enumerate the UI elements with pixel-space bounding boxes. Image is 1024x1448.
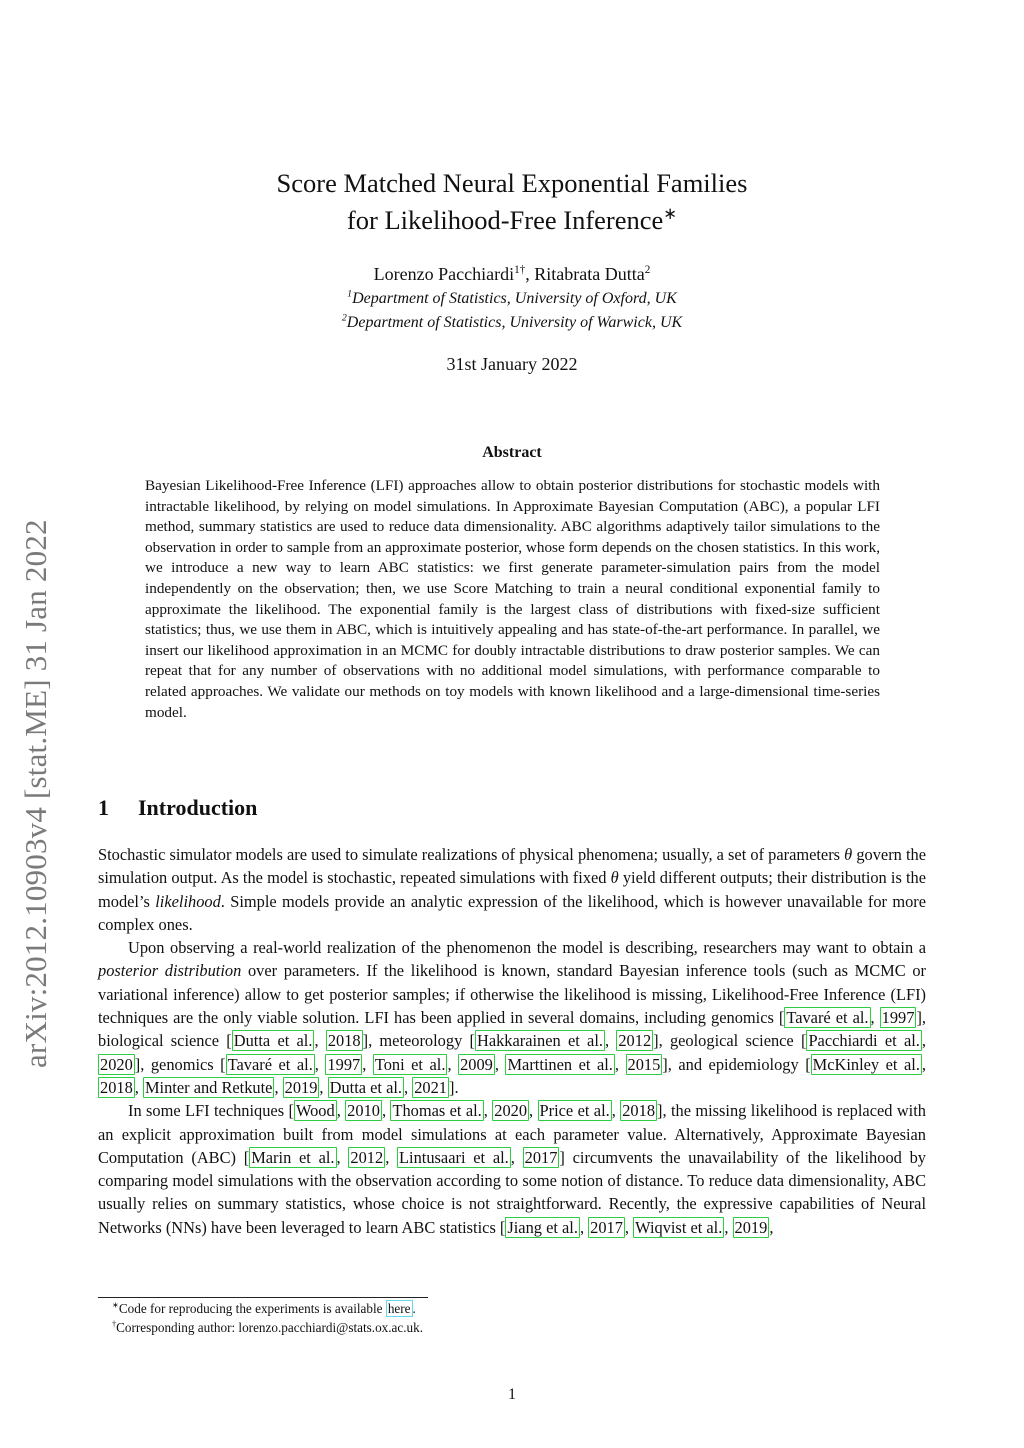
citation-year-link[interactable]: 2010 [347, 1101, 380, 1121]
citation-link[interactable]: Thomas et al. [392, 1101, 482, 1121]
author-2-mark: 2 [644, 264, 651, 276]
footnote-1 [98, 1300, 926, 1319]
citation-year-link[interactable]: 2018 [327, 1031, 361, 1051]
affiliation-2-mark: 2 [341, 312, 347, 324]
text-run: In some LFI techniques [ [128, 1101, 294, 1121]
citation-link[interactable]: Jiang et al. [507, 1217, 578, 1237]
citation-year-link[interactable]: 2017 [590, 1217, 623, 1237]
citation-link[interactable]: Wood [295, 1101, 335, 1121]
paragraph-3: In some LFI techniques [ Wood , 2010 , Thomas et al. , 2020 , Price et al. , 2018 ], the missing likelihood is replaced with an explicit approximation built from model simulations at each parameter value. Alternatively, Approximate Bayesian Computation (ABC) [ Marin et al. , 2012 , Lintusaari et al. , 2017 ] circumvents the unavailability of the likelihood by comparing model simulations with the observation according to some notion of distance. To reduce data dimensionality, ABC usually relies on summary statistics, whose choice is not straightforward. Recently, the expressive capabilities of Neural Networks (NNs) have been leveraged to learn ABC statistics [ Jiang et al. , 2017 , Wiqvist et al. , 2019 , [98, 1101, 926, 1237]
citation-link[interactable]: Price et al. [539, 1101, 610, 1121]
text-run: over parameters. If the likelihood is known, standard Bayesian inference tools (such as MCMC or variational inference) allow to get posterior samples; if otherwise the likelihood is missing, Likelihood-Free Inference (LFI) techniques are the only viable solution. LFI has been applied in several domains, including genomics [ [98, 961, 926, 1028]
text-run: Upon observing a real-world realization of the phenomenon the model is describing, researchers may want to obtain a [128, 938, 926, 958]
citation-link[interactable]: Tavaré et al. [786, 1008, 869, 1028]
abstract-text: Bayesian Likelihood-Free Inference (LFI) approaches allow to obtain posterior distributions for stochastic models with intractable likelihood, by relying on model simulations. In Approximate Bayesian Computation (ABC), a popular LFI method, summary statistics are used to reduce data dimensionality. ABC algorithms adaptively tailor simulations to the observation in order to sample from an approximate posterior, whose form depends on the chosen statistics. In this work, we introduce a new way to learn ABC statistics: we first generate parameter-simulation pairs from the model independently on the observation; then, we use Score Matching to train a neural conditional exponential family to approximate the likelihood. The exponential family is the largest class of distributions with fixed-size sufficient statistics; thus, we use them in ABC, which is intuitively appealing and has state-of-the-art performance. In parallel, we insert our likelihood approximation in an MCMC for doubly intractable distributions to draw posterior samples. We can repeat that for any number of observations with no additional model simulations, with performance comparable to related approaches. We validate our methods on toy models with known likelihood and a large-dimensional time-series model. [145, 477, 880, 721]
emphasis-likelihood: likelihood [155, 891, 221, 911]
affiliation-2-text: Department of Statistics, University of Warwick, UK [346, 314, 683, 331]
author-separator: , [525, 264, 530, 284]
citation-year-link[interactable]: 2017 [524, 1147, 558, 1167]
citation-year-link[interactable]: 2021 [414, 1077, 447, 1097]
affiliation-1 [0, 287, 1024, 311]
author-list [0, 262, 1024, 286]
footnote-2-text: Corresponding author: lorenzo.pacchiardi@stats.ox.ac.uk. [116, 1319, 424, 1335]
introduction-body [98, 843, 926, 1239]
text-run: ], biological science [ [98, 1008, 926, 1051]
text-run: Stochastic simulator models are used to simulate realizations of physical phenomena; usually, a set of parameters [98, 845, 845, 864]
citation-year-link[interactable]: 1997 [327, 1054, 361, 1074]
citation-link[interactable]: Wiqvist et al. [635, 1217, 723, 1237]
footnotes [98, 1300, 926, 1337]
citation-year-link[interactable]: 1997 [881, 1008, 915, 1028]
citation-link[interactable]: Hakkarainen et al. [476, 1031, 603, 1051]
affiliation-1-text: Department of Statistics, University of Oxford, UK [352, 290, 677, 307]
citation-year-link[interactable]: 2019 [734, 1217, 768, 1237]
text-run: ] circumvents the unavailability of the likelihood by comparing model simulations with the observation according to some notion of distance. To reduce data dimensionality, ABC usually relies on summary statistics, whose choice is not straightforward. Recently, the expressive capabilities of Neural Networks (NNs) have been leveraged to learn ABC statistics [ [98, 1147, 926, 1237]
citation-year-link[interactable]: 2012 [350, 1147, 384, 1167]
page-number: 1 [508, 1386, 516, 1403]
citation-link[interactable]: Dutta et al. [233, 1031, 313, 1051]
arxiv-identifier-stamp: arXiv:2012.10903v4 [stat.ME] 31 Jan 2022 [18, 519, 53, 1068]
citation-year-link[interactable]: 2009 [460, 1054, 493, 1074]
citation-year-link[interactable]: 2020 [100, 1054, 133, 1074]
section-title: Introduction [138, 795, 258, 820]
footnote-1-text: Code for reproducing the experiments is available [118, 1301, 386, 1316]
paper-title [0, 165, 1024, 239]
text-run: govern the simulation output. As the model is stochastic, repeated simulations with fixed [98, 845, 926, 888]
theta-symbol: θ [610, 868, 619, 888]
text-run: ], the missing likelihood is replaced with an explicit approximation built from model simulations at each parameter value. Alternatively, Approximate Bayesian Computation (ABC) [ [98, 1101, 926, 1167]
section-number: 1 [98, 795, 109, 820]
author-1-marks[interactable]: 1† [514, 264, 526, 276]
title-line-1: Score Matched Neural Exponential Families [276, 168, 748, 198]
code-repository-link[interactable]: here [387, 1301, 411, 1316]
text-run: , [769, 1217, 774, 1237]
text-run: ]. [448, 1077, 459, 1097]
citation-link[interactable]: Tavaré et al. [227, 1054, 313, 1074]
title-line-2-text: for Likelihood-Free Inference [346, 205, 664, 235]
paragraph-2: Upon observing a real-world realization of the phenomenon the model is describing, researchers may want to obtain a posterior distribution over parameters. If the likelihood is known, standard Bayesian inference tools (such as MCMC or variational inference) allow to get posterior samples; if otherwise the likelihood is missing, Likelihood-Free Inference (LFI) techniques are the only viable solution. LFI has been applied in several domains, including genomics [ Tavaré et al. , 1997 ], biological science [ Dutta et al. , 2018 ], meteorology [ Hakkarainen et al. , 2012 ], geological science [ Pacchiardi et al. , 2020 ], genomics [ Tavaré et al. , 1997 , Toni et al. , 2009 , Marttinen et al. , 2015 ], and epidemiology [ McKinley et al. , 2018 , Minter and Retkute , 2019 , Dutta et al. , 2021 ]. [98, 938, 927, 1097]
affiliation-2 [0, 311, 1024, 335]
text-run: . Simple models provide an analytic expression of the likelihood, which is however unavailable for more complex ones. [98, 891, 926, 934]
abstract-heading: Abstract [482, 444, 542, 461]
title-line-2 [0, 202, 1024, 239]
affiliation-1-mark: 1 [347, 288, 353, 300]
citation-year-link[interactable]: 2020 [494, 1101, 528, 1121]
text-run: ], meteorology [ [362, 1031, 475, 1051]
citation-link[interactable]: Toni et al. [374, 1054, 446, 1074]
footnote-divider [98, 1297, 428, 1298]
citation-year-link[interactable]: 2018 [622, 1101, 656, 1121]
author-1: Lorenzo Pacchiardi [373, 264, 515, 284]
footnote-2 [98, 1319, 926, 1338]
author-2: Ritabrata Dutta [534, 264, 645, 284]
citation-year-link[interactable]: 2015 [627, 1054, 661, 1074]
citation-link[interactable]: Pacchiardi et al. [808, 1031, 920, 1051]
citation-year-link[interactable]: 2018 [100, 1077, 133, 1097]
citation-link[interactable]: Lintusaari et al. [399, 1147, 509, 1167]
footnote-2-mark: † [112, 1319, 117, 1329]
publication-date: 31st January 2022 [446, 354, 578, 374]
section-heading-introduction [98, 795, 257, 821]
citation-link[interactable]: McKinley et al. [812, 1054, 920, 1074]
text-run: ], and epidemiology [ [662, 1054, 811, 1074]
theta-symbol: θ [844, 845, 853, 864]
citation-link[interactable]: Dutta et al. [329, 1077, 402, 1097]
paragraph-1 [98, 843, 926, 936]
text-run: ], geological science [ [653, 1031, 807, 1051]
citation-year-link[interactable]: 2019 [284, 1077, 318, 1097]
footnote-1-mark: ∗ [112, 1300, 119, 1310]
footnote-1-end: . [412, 1301, 416, 1316]
citation-link[interactable]: Marttinen et al. [507, 1054, 613, 1074]
title-footnote-mark[interactable]: ∗ [663, 204, 678, 224]
citation-link[interactable]: Minter and Retkute [144, 1077, 273, 1097]
text-run: yield different outputs; their distribution is the model’s [98, 868, 926, 911]
text-run: ], genomics [ [134, 1054, 226, 1074]
citation-link[interactable]: Marin et al. [251, 1147, 335, 1167]
citation-year-link[interactable]: 2012 [618, 1031, 652, 1051]
emphasis-posterior-distribution: posterior distribution [98, 961, 242, 981]
